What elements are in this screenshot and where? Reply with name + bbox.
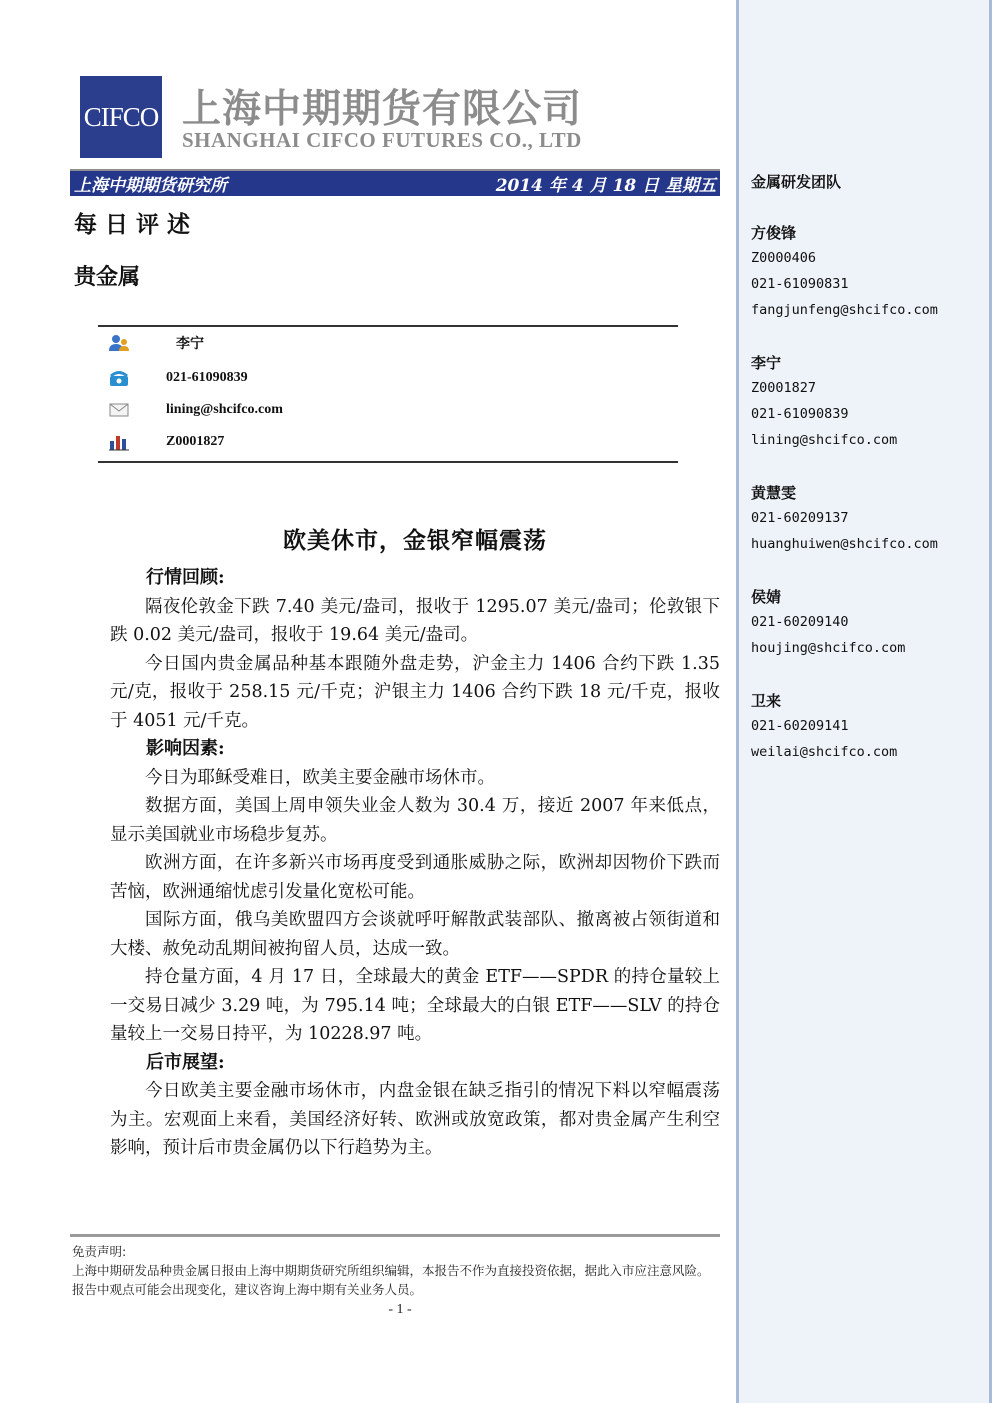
disclaimer-text: 上海中期研发品种贵金属日报由上海中期期货研究所组织编辑，本报告不作为直接投资依据，据此入市应注意风险。报告中观点可能会出现变化，建议咨询上海中期有关业务人员。 <box>72 1263 710 1297</box>
paragraph: 今日欧美主要金融市场休市，内盘金银在缺乏指引的情况下料以窄幅震荡为主。宏观面上来看，美国经济好转、欧洲或放宽政策，都对贵金属产生利空影响，预计后市贵金属仍以下行趋势为主。 <box>110 1081 720 1158</box>
chart-icon <box>108 433 130 451</box>
section-heading-review: 行情回顾: <box>146 567 225 588</box>
report-date: 2014 年 4 月 18 日 星期五 <box>495 176 716 196</box>
member-name: 李宁 <box>751 354 782 372</box>
paragraph: 持仓量方面，4 月 17 日，全球最大的黄金 ETF——SPDR 的持仓量较上一交易日减少 3.29 吨，为 795.14 吨；全球最大的白银 ETF——SLV 的持仓量较上一交易日持平，为 10228.97 吨。 <box>110 967 720 1044</box>
footer-divider <box>70 1234 720 1237</box>
institute-name: 上海中期期货研究所 <box>74 176 227 196</box>
team-title: 金属研发团队 <box>751 173 842 191</box>
analyst-email[interactable]: lining@shcifco.com <box>166 402 283 417</box>
member-name: 方俊锋 <box>751 224 797 242</box>
report-type: 每日评述 <box>74 211 198 238</box>
paragraph: 数据方面，美国上周申领失业金人数为 30.4 万，接近 2007 年来低点，显示美国就业市场稳步复苏。 <box>110 796 720 845</box>
person-icon <box>108 334 130 352</box>
paragraph: 今日国内贵金属品种基本跟随外盘走势，沪金主力 1406 合约下跌 1.35 元/克，报收于 258.15 元/千克；沪银主力 1406 合约下跌 18 元/千克，报收于 4051 元/千克。 <box>110 653 720 731</box>
member-phone: 021-61090831 <box>751 276 849 292</box>
page-number: - 1 - <box>388 1302 412 1317</box>
section-heading-factors: 影响因素: <box>146 738 225 759</box>
member-name: 卫来 <box>751 692 782 710</box>
disclaimer <box>72 1242 720 1299</box>
member-license: Z0000406 <box>751 250 817 266</box>
report-category: 贵金属 <box>74 264 141 290</box>
member-email[interactable]: fangjunfeng@shcifco.com <box>751 302 938 318</box>
paragraph: 欧洲方面，在许多新兴市场再度受到通胀威胁之际，欧洲却因物价下跌而苦恼，欧洲通缩忧虑引发量化宽松可能。 <box>110 853 720 902</box>
company-name-cn: 上海中期期货有限公司 <box>182 87 583 132</box>
article-body <box>110 564 720 1163</box>
analyst-license: Z0001827 <box>166 434 225 449</box>
member-email[interactable]: houjing@shcifco.com <box>751 640 906 656</box>
phone-icon <box>108 369 130 387</box>
member-email[interactable]: huanghuiwen@shcifco.com <box>751 536 938 552</box>
member-phone: 021-61090839 <box>751 406 849 422</box>
header-band <box>70 169 720 196</box>
mail-icon <box>108 401 130 419</box>
company-logo <box>80 76 162 158</box>
disclaimer-title: 免责声明: <box>72 1244 127 1259</box>
article-title: 欧美休市，金银窄幅震荡 <box>283 527 547 554</box>
section-heading-outlook: 后市展望: <box>146 1051 225 1073</box>
company-name-en: SHANGHAI CIFCO FUTURES CO., LTD <box>182 128 582 152</box>
member-name: 侯婧 <box>751 588 782 606</box>
paragraph: 今日为耶稣受难日，欧美主要金融市场休市。 <box>145 767 495 788</box>
analyst-contact-box <box>98 325 678 463</box>
member-email[interactable]: weilai@shcifco.com <box>751 744 898 760</box>
paragraph: 国际方面，俄乌美欧盟四方会谈就呼吁解散武装部队、撤离被占领街道和大楼、赦免动乱期间被拘留人员，达成一致。 <box>110 910 720 959</box>
logo-text: CIFCO <box>83 101 159 132</box>
member-license: Z0001827 <box>751 380 817 396</box>
member-name: 黄慧雯 <box>751 484 797 502</box>
member-phone: 021-60209141 <box>751 718 849 734</box>
member-phone: 021-60209137 <box>751 510 849 526</box>
analyst-phone: 021-61090839 <box>166 370 248 385</box>
analyst-name: 李宁 <box>176 337 204 352</box>
team-sidebar <box>736 0 992 1403</box>
paragraph: 隔夜伦敦金下跌 7.40 美元/盎司，报收于 1295.07 美元/盎司；伦敦银下跌 0.02 美元/盎司，报收于 19.64 美元/盎司。 <box>110 596 720 645</box>
member-email[interactable]: lining@shcifco.com <box>751 432 898 448</box>
member-phone: 021-60209140 <box>751 614 849 630</box>
